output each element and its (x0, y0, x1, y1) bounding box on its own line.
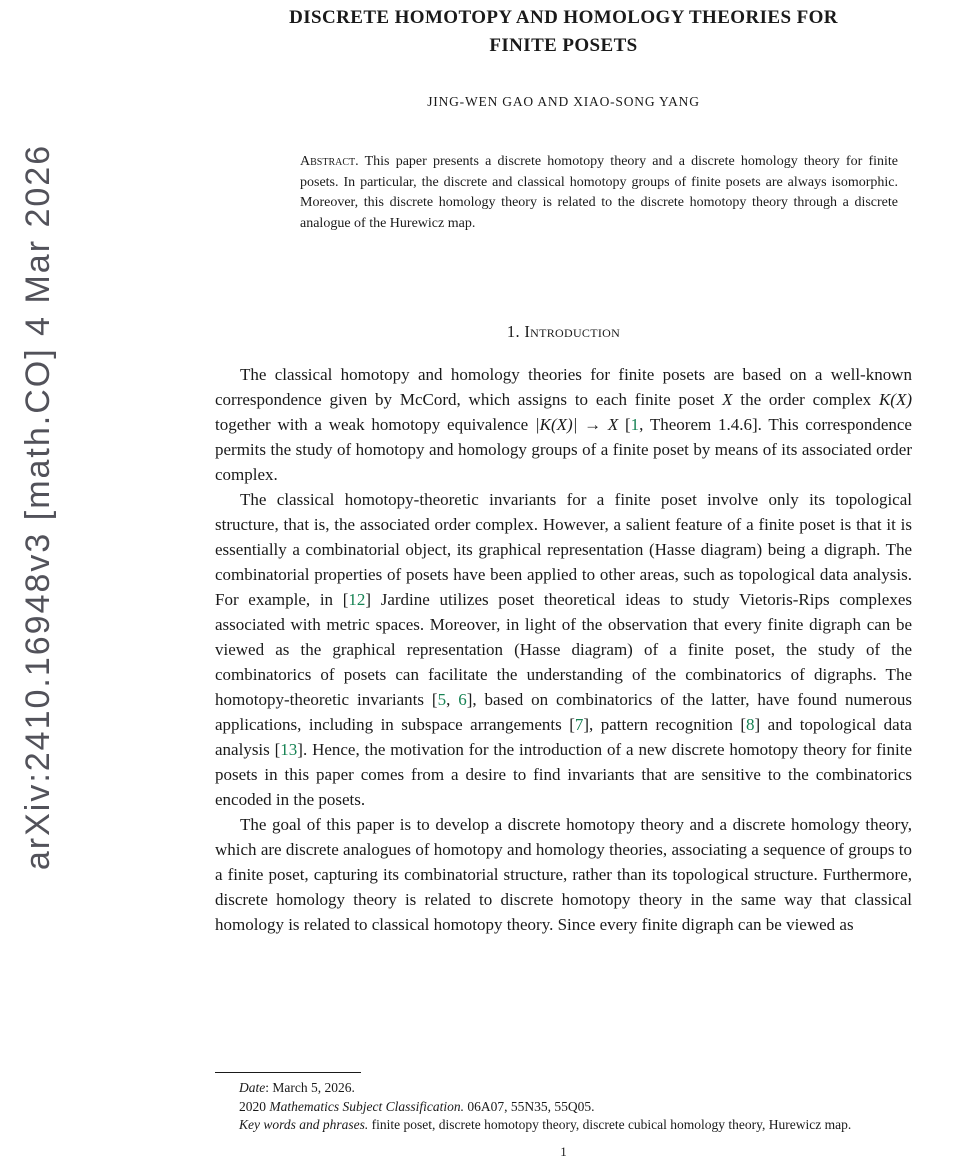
text-segment: finite poset, discrete homotopy theory, discrete cubical homology theory, Hurewicz map. (368, 1117, 852, 1132)
footnote-rule (215, 1072, 361, 1073)
footnote-keywords (215, 1116, 912, 1135)
citation-link[interactable]: 12 (348, 590, 366, 609)
text-segment: together with a weak homotopy equivalence (215, 415, 535, 434)
paper-title-line-2: FINITE POSETS (489, 35, 638, 56)
text-segment: The classical homotopy-theoretic invariants for a finite poset involve only its topological structure, that is, the associated order complex. However, a salient feature of a finite poset is that it is essentially a combinatorial object, its graphical representation (Hasse diagram) being a digraph. The combinatorial properties of posets have been applied to other areas, such as topological data analysis. For example, in [ (215, 490, 912, 609)
arxiv-watermark: arXiv:2410.16948v3 [math.CO] 4 Mar 2026 (19, 143, 57, 871)
citation-link[interactable]: 13 (280, 740, 298, 759)
page-number: 1 (560, 1144, 567, 1159)
footnote-date (215, 1079, 912, 1098)
text-segment: X (722, 390, 733, 409)
intro-paragraph-2 (215, 487, 912, 812)
text-segment: 2020 (239, 1098, 270, 1114)
text-segment: K(X) (878, 390, 912, 409)
paper-title-line-1: DISCRETE HOMOTOPY AND HOMOLOGY THEORIES FOR (289, 7, 838, 28)
text-segment: 06A07, 55N35, 55Q05. (463, 1098, 595, 1114)
text-segment: Date (239, 1080, 266, 1095)
text-segment: ] and topological data analysis [ (215, 715, 912, 759)
text-segment: , Theorem 1.4.6]. This correspondence permits the study of homotopy and homology groups of a finite poset by means of its associated order complex. (215, 415, 912, 484)
paper-title (215, 0, 912, 60)
text-segment: the order complex (732, 390, 879, 409)
text-segment: This paper presents a discrete homotopy theory and a discrete homology theory for finite posets. In particular, the discrete and classical homotopy groups of finite posets are always isomorphic. Moreover, this discrete homology theory is related to the discrete homotopy theory through a discrete analogue of the Hurewicz map. (300, 154, 898, 231)
citation-link[interactable]: 1 (630, 415, 640, 434)
citation-link[interactable]: 5 (437, 690, 447, 709)
citation-link[interactable]: 8 (746, 715, 755, 734)
text-segment: Abstract. (300, 154, 359, 169)
text-segment: The classical homotopy and homology theories for finite posets are based on a well-known correspondence given by McCord, which assigns to each finite poset (215, 365, 912, 409)
abstract (300, 152, 898, 234)
text-segment: The goal of this paper is to develop a discrete homotopy theory and a discrete homology theory, which are discrete analogues of homotopy and homology theories, associating a sequence of groups to a finite poset, capturing its combinatorial structure, rather than its topological structure. Furthermore, discrete homology theory is related to discrete homotopy theory in the same way that classical homology is related to classical homotopy theory. Since every finite digraph can be viewed as (215, 815, 912, 934)
text-segment: [ (618, 415, 631, 434)
paper-content (215, 0, 912, 937)
footnote-msc (215, 1098, 912, 1117)
intro-paragraph-1 (215, 362, 912, 487)
text-segment: ]. Hence, the motivation for the introduction of a new discrete homotopy theory for finite posets in this paper comes from a desire to find invariants that are sensitive to the combinatorics encoded in the posets. (215, 740, 912, 809)
text-segment: Mathematics Subject Classification. (269, 1098, 464, 1114)
paper-authors: JING-WEN GAO AND XIAO-SONG YANG (427, 94, 700, 109)
text-segment: : March 5, 2026. (265, 1080, 355, 1095)
section-heading-introduction: 1. Introduction (506, 322, 621, 341)
intro-paragraph-3 (215, 812, 912, 937)
text-segment: , (446, 690, 459, 709)
text-segment: ] Jardine utilizes poset theoretical ideas to study Vietoris-Rips complexes associated with metric spaces. Moreover, in light of the observation that every finite digraph can be viewed as the graphical representation (Hasse diagram) of a finite poset, the study of the combinatorics of posets can facilitate the understanding of the combinatorics of digraphs. The homotopy-theoretic invariants [ (215, 590, 912, 709)
text-segment: Key words and phrases. (239, 1117, 369, 1132)
footnotes (215, 1072, 912, 1135)
text-segment: |K(X)| → X (534, 415, 619, 434)
text-segment: ], based on combinatorics of the latter, have found numerous applications, including in subspace arrangements [ (215, 690, 912, 734)
text-segment: ], pattern recognition [ (583, 715, 747, 734)
citation-link[interactable]: 6 (458, 690, 467, 709)
citation-link[interactable]: 7 (574, 715, 584, 734)
